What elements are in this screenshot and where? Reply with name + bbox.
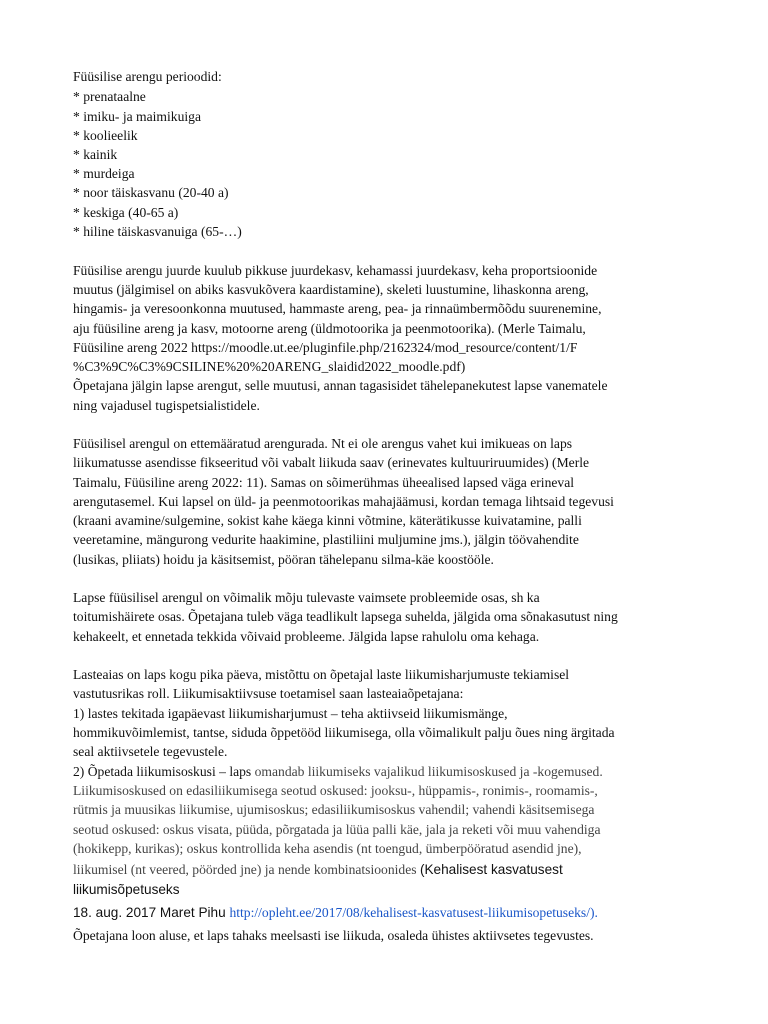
paragraph-line: Taimalu, Füüsiline areng 2022: 11). Samas on sõimerühmas üheealised lapsed väga erineval [73, 475, 575, 490]
paragraph-line: 1) lastes tekitada igapäevast liikumisharjumust – teha aktiivseid liikumismänge, [73, 706, 508, 721]
list-item: * murdeiga [73, 166, 135, 181]
paragraph-line: liikumatusse asendisse fikseeritud või vabalt liikuda saav (erinevates kultuuriruumides) (Merle [73, 455, 590, 470]
list-item: * prenataalne [73, 89, 146, 104]
source-link[interactable]: http://opleht.ee/2017/08/kehalisest-kasvatusest-liikumisopetuseks/ [229, 905, 590, 920]
paragraph-line: ning vajadusel tugispetsialistidele. [73, 398, 260, 413]
paragraph-line: Õpetajana jälgin lapse arengut, selle muutusi, annan tagasisidet tähelepanekutest lapse vanematele [73, 378, 608, 393]
list-item: * imiku- ja maimikuiga [73, 109, 201, 124]
quoted-text: omandab liikumiseks vajalikud liikumisoskused ja -kogemused. [254, 764, 603, 779]
quoted-line: Liikumisoskused on edasiliikumisega seotud oskused: jooksu-, hüppamis-, ronimis-, roomamis-, [73, 783, 598, 798]
paragraph-line: (kraani avamine/sulgemine, sokist kahe käega kinni võtmine, käterätikusse kuivatamine, palli [73, 513, 582, 528]
paragraph-line [73, 762, 603, 781]
list-item: * kainik [73, 147, 118, 162]
source-date-author: 18. aug. 2017 Maret Pihu [73, 905, 230, 920]
source-link-end: ). [590, 905, 598, 920]
paragraph-line: seal aktiivsetele tegevustele. [73, 744, 228, 759]
paragraph-line: Füüsiline areng 2022 https://moodle.ut.ee/pluginfile.php/2162324/mod_resource/content/1/F [73, 340, 578, 355]
paragraph-line: vastutusrikas roll. Liikumisaktiivsuse toetamisel saan lasteaiaõpetajana: [73, 686, 464, 701]
quoted-line: (hokikepp, kurikas); oskus kontrollida keha asendis (nt toengud, ümberpööratud asendid jne), [73, 841, 582, 856]
paragraph-line: Õpetajana loon aluse, et laps tahaks meelsasti ise liikuda, osaleda ühistes aktiivsetes tegevustes. [73, 928, 594, 943]
list-item: * noor täiskasvanu (20-40 a) [73, 185, 229, 200]
list-title: Füüsilise arengu perioodid: [73, 69, 222, 84]
quoted-line [73, 860, 563, 879]
paragraph-line: hingamis- ja veresoonkonna muutused, hammaste areng, pea- ja rinnaümbermõõdu suurenemine, [73, 301, 602, 316]
quoted-text: liikumisel (nt veered, pöörded jne) ja nende kombinatsioonides [73, 862, 420, 877]
paragraph-line: Füüsilise arengu juurde kuulub pikkuse juurdekasv, kehamassi juurdekasv, keha proportsioonide [73, 263, 598, 278]
paragraph-line: %C3%9C%C3%9CSILINE%20%20ARENG_slaidid2022_moodle.pdf) [73, 359, 466, 374]
paragraph-line: aju füüsiline areng ja kasv, motoorne areng (üldmotoorika ja peenmotoorika). (Merle Taimalu, [73, 321, 586, 336]
paragraph-line: veeretamine, mängurong vedurite haakimine, plastiliini muljumine jms.), jälgin töövahendite [73, 532, 579, 547]
quoted-line: rütmis ja muusikas liikumise, ujumisoskus; edasiliikumisoskus vahendil; vahendi käsitsemisega [73, 802, 595, 817]
paragraph-line: Lapse füüsilisel arengul on võimalik mõju tulevaste vaimsete probleemide osas, sh ka [73, 590, 540, 605]
paragraph-line: hommikuvõimlemist, tantse, siduda õppetööd liikumisega, olla võimalikult palju õues ning ärgitada [73, 725, 615, 740]
paragraph-line: kehakeelt, et ennetada tekkida võivaid probleeme. Jälgida lapse rahulolu oma kehaga. [73, 629, 540, 644]
paragraph-line: Füüsilisel arengul on ettemääratud arengurada. Nt ei ole arengus vahet kui imikueas on laps [73, 436, 573, 451]
source-title: (Kehalisest kasvatusest [419, 862, 563, 877]
paragraph-line: muutus (jälgimisel on abiks kasvukõvera kaardistamine), skeleti luustumine, lihaskonna areng, [73, 282, 589, 297]
paragraph-line: (lusikas, pliiats) hoidu ja käsitsemist, pööran tähelepanu silma-käe koostööle. [73, 552, 494, 567]
lead-text: 2) Õpetada liikumisoskusi – laps [73, 764, 255, 779]
list-item: * hiline täiskasvanuiga (65-…) [73, 224, 242, 239]
list-item: * koolieelik [73, 128, 138, 143]
paragraph-line: toitumishäirete osas. Õpetajana tuleb väga teadlikult lapsega suhelda, jälgida oma sõnakasutust ning [73, 609, 618, 624]
list-item: * keskiga (40-65 a) [73, 205, 179, 220]
source-line [73, 903, 598, 922]
paragraph-line: arengutasemel. Kui lapsel on üld- ja peenmotoorikas mahajäämusi, kordan temaga lihtsaid tegevusi [73, 494, 614, 509]
source-title-line: liikumisõpetuseks [73, 882, 180, 897]
paragraph-line: Lasteaias on laps kogu pika päeva, mistõttu on õpetajal laste liikumisharjumuste tekiamisel [73, 667, 570, 682]
quoted-line: seotud oskused: oskus visata, püüda, põrgatada ja lüüa palli käe, jala ja reketi või muu vahendiga [73, 822, 601, 837]
